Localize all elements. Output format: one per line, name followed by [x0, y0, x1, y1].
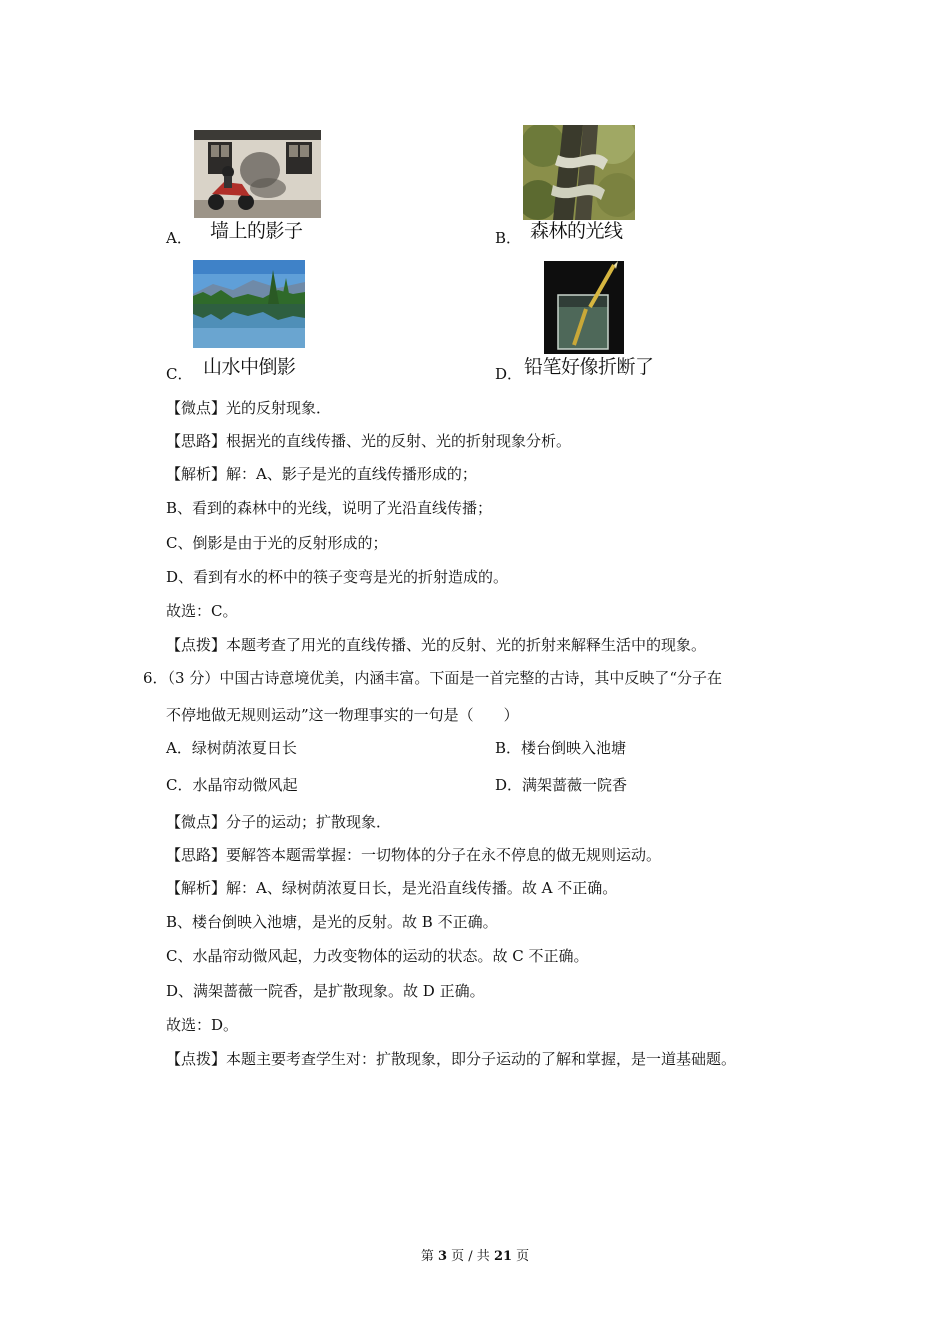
q6-stem-line2: 不停地做无规则运动”这一物理事实的一句是（ ）: [166, 706, 519, 724]
q5-jiexi-2: B、看到的森林中的光线，说明了光沿直线传播；: [166, 499, 493, 517]
q5-weidian: 【微点】光的反射现象．: [166, 399, 332, 417]
q6-weidian: 【微点】分子的运动；扩散现象．: [166, 813, 392, 831]
q6-option-c: C．水晶帘动微风起: [166, 776, 298, 794]
q5-jiexi-4: D、看到有水的杯中的筷子变弯是光的折射造成的。: [166, 568, 509, 586]
q6-option-a: A．绿树荫浓夏日长: [166, 739, 297, 757]
option-c-caption: 山水中倒影: [203, 356, 296, 378]
footer-prefix: 第: [420, 1249, 438, 1264]
footer-suffix: 页: [512, 1249, 530, 1264]
option-b-letter: B．: [495, 229, 522, 247]
forest-light-photo: [523, 125, 635, 220]
q5-answer: 故选：C。: [166, 602, 238, 620]
option-b-caption: 森林的光线: [530, 220, 623, 242]
option-a-caption: 墙上的影子: [210, 220, 303, 242]
option-d-caption: 铅笔好像折断了: [524, 356, 654, 378]
footer-page-number: 3: [437, 1249, 448, 1264]
q6-jiexi-2: B、楼台倒映入池塘，是光的反射。故 B 不正确。: [166, 913, 498, 931]
q5-jiexi-3: C、倒影是由于光的反射形成的；: [166, 534, 388, 552]
pencil-in-water-photo: [544, 261, 624, 354]
q6-option-d: D．满架蔷薇一院香: [495, 776, 628, 794]
q5-jiexi-1: 【解析】解：A、影子是光的直线传播形成的；: [166, 465, 477, 483]
q5-silu: 【思路】根据光的直线传播、光的反射、光的折射现象分析。: [166, 432, 572, 450]
lake-reflection-photo: [193, 260, 305, 348]
q5-dianbo: 【点拨】本题考查了用光的直线传播、光的反射、光的折射来解释生活中的现象。: [166, 636, 707, 654]
q6-silu: 【思路】要解答本题需掌握：一切物体的分子在永不停息的做无规则运动。: [166, 846, 662, 864]
option-c-letter: C．: [166, 365, 193, 383]
q6-jiexi-3: C、水晶帘动微风起，力改变物体的运动的状态。故 C 不正确。: [166, 947, 589, 965]
motorcycle-shadow-photo: [194, 130, 321, 218]
footer-total-pages: 21: [493, 1249, 513, 1264]
q6-jiexi-4: D、满架蔷薇一院香，是扩散现象。故 D 正确。: [166, 982, 485, 1000]
option-d-letter: D．: [495, 365, 523, 383]
q6-jiexi-1: 【解析】解：A、绿树荫浓夏日长，是光沿直线传播。故 A 不正确。: [166, 879, 618, 897]
q6-stem-line1: 6．（3 分）中国古诗意境优美，内涵丰富。下面是一首完整的古诗，其中反映了“分子在: [143, 669, 723, 687]
q6-dianbo: 【点拨】本题主要考查学生对：扩散现象，即分子运动的了解和掌握，是一道基础题。: [166, 1050, 737, 1068]
q6-option-b: B．楼台倒映入池塘: [495, 739, 627, 757]
page-footer: [0, 1249, 950, 1265]
footer-middle: 页 / 共: [447, 1249, 494, 1264]
q6-answer: 故选：D。: [166, 1016, 239, 1034]
option-a-letter: A．: [166, 229, 192, 247]
